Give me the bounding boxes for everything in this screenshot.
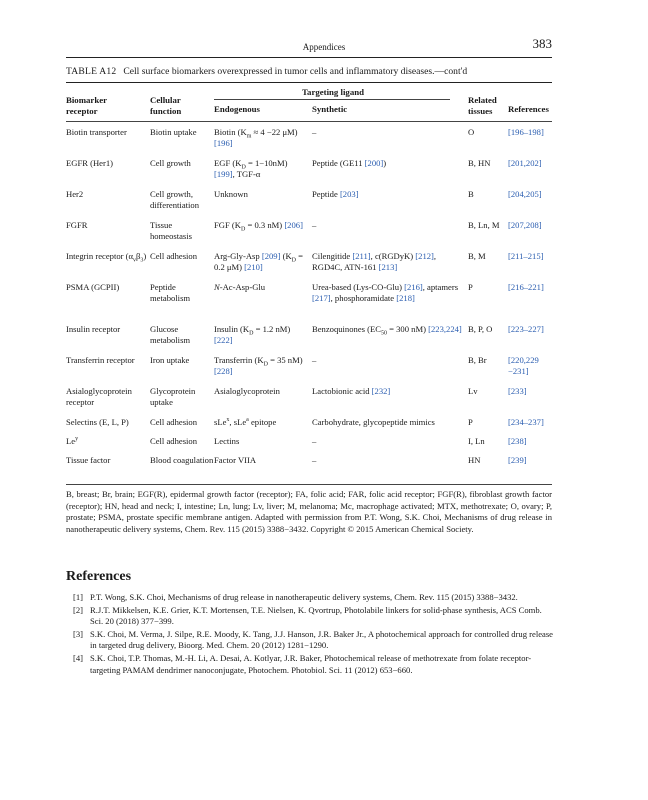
- cell-endogenous: FGF ($K_D = 0.3$ nM) [206]: [214, 220, 303, 233]
- reference-text: R.J.T. Mikkelsen, K.E. Grier, K.T. Mortensen, T.E. Nielsen, K. Qvortrup, Photolabile linkers for solid-phase synthesis, ACS Comb. Sci. 20 (2018) 377−399.: [90, 604, 542, 627]
- col-related-l2: tissues: [468, 106, 493, 116]
- table-row: [66, 355, 552, 386]
- col-cellular-l2: function: [150, 106, 182, 116]
- cell-function: Glycoprotein uptake: [150, 386, 196, 408]
- col-cellular-l1: Cellular: [150, 95, 181, 105]
- cell-synthetic: Peptide [203]: [312, 189, 359, 199]
- cell-references: [216–221]: [508, 282, 544, 292]
- cell-endogenous: Factor VIIA: [214, 455, 257, 465]
- table-body: [66, 122, 552, 484]
- cell-endogenous: Unknown: [214, 189, 248, 199]
- cell-endogenous: Biotin ($K_m \approx 4 -22$ μM) [196]: [214, 127, 298, 149]
- table-row: [66, 455, 552, 484]
- cell-synthetic: Lactobionic acid [232]: [312, 386, 391, 396]
- col-biomarker-l1: Biomarker: [66, 95, 108, 105]
- cell-synthetic: Benzoquinones ($EC_{50} = 300$ nM) [223,224]: [312, 324, 462, 337]
- cell-synthetic: Cilengitide [211], c(RGDyK) [212], RGD4C, ATN-161 [213]: [312, 251, 437, 273]
- page-number: 383: [532, 36, 552, 51]
- cell-receptor: Tissue factor: [66, 455, 111, 465]
- cell-synthetic: –: [312, 436, 317, 446]
- cell-receptor: Transferrin receptor: [66, 355, 135, 365]
- col-biomarker: [66, 95, 107, 117]
- cell-receptor: Insulin receptor: [66, 324, 121, 334]
- cell-receptor: Selectins (E, L, P): [66, 417, 129, 427]
- reference-number: [1]: [73, 592, 84, 602]
- cell-function: Cell adhesion: [150, 436, 198, 446]
- cell-tissues: P: [468, 417, 473, 427]
- cell-endogenous: Insulin ($K_D = 1.2$ nM) [222]: [214, 324, 291, 346]
- col-synthetic: Synthetic: [312, 104, 348, 114]
- table-row: [66, 436, 552, 455]
- col-targeting: Targeting ligand: [302, 87, 364, 97]
- table-row: [66, 417, 552, 436]
- col-biomarker-l2: receptor: [66, 106, 98, 116]
- table-row: [66, 158, 552, 189]
- references-list: [66, 592, 556, 677]
- reference-item: [66, 592, 556, 604]
- cell-receptor: EGFR (Her1): [66, 158, 114, 168]
- table-row: [66, 220, 552, 251]
- col-endogenous: Endogenous: [214, 104, 260, 114]
- cell-function: Cell adhesion: [150, 417, 198, 427]
- cell-receptor: PSMA (GCPII): [66, 282, 120, 292]
- cell-function: Tissue homeostasis: [150, 220, 193, 242]
- table-label: TABLE A12: [66, 66, 117, 77]
- table-bottom-rule: [66, 484, 552, 485]
- cell-references: [196–198]: [508, 127, 544, 137]
- reference-item: [66, 605, 556, 628]
- references-title: References: [66, 569, 132, 584]
- header-rule: [66, 57, 552, 58]
- cell-references: [220,229 −231]: [508, 355, 539, 377]
- cell-synthetic: Peptide (GE11 [200]): [312, 158, 387, 168]
- cell-receptor: Her2: [66, 189, 84, 199]
- cell-tissues: B: [468, 189, 474, 199]
- cell-references: [234–237]: [508, 417, 544, 427]
- cell-tissues: O: [468, 127, 475, 137]
- table-row: [66, 189, 552, 220]
- cell-tissues: HN: [468, 455, 481, 465]
- cell-function: Cell growth: [150, 158, 191, 168]
- reference-text: P.T. Wong, S.K. Choi, Mechanisms of drug release in nanotherapeutic delivery systems, Chem. Rev. 115 (2015) 3388−3432.: [90, 592, 518, 602]
- cell-receptor: Biotin transporter: [66, 127, 127, 137]
- cell-function: Iron uptake: [150, 355, 190, 365]
- cell-tissues: B, Ln, M: [468, 220, 500, 230]
- table-row: [66, 386, 552, 417]
- cell-tissues: B, P, O: [468, 324, 493, 334]
- table-row: [66, 251, 552, 282]
- cell-tissues: I, Ln: [468, 436, 485, 446]
- biomarker-table: [66, 82, 552, 485]
- cell-endogenous: EGF $(K_D = 1-10nM)$ [199], TGF-α: [214, 158, 288, 180]
- cell-synthetic: Urea-based (Lys-CO-Glu) [216], aptamers [217], phosphoramidate [218]: [312, 282, 459, 304]
- cell-references: [207,208]: [508, 220, 542, 230]
- cell-endogenous: Transferrin ($K_D = 35$ nM) [228]: [214, 355, 303, 377]
- col-references: References: [508, 104, 549, 114]
- cell-references: [201,202]: [508, 158, 542, 168]
- cell-endogenous: Arg-Gly-Asp [209] ($K_D = 0.2$ μM) [210]: [214, 251, 304, 273]
- table-row: [66, 127, 552, 158]
- cell-references: [211–215]: [508, 251, 544, 261]
- cell-function: Peptide metabolism: [150, 282, 191, 304]
- col-cellular: [150, 95, 181, 117]
- cell-receptor: Le$^y$: [66, 436, 79, 446]
- cell-tissues: Lv: [468, 386, 478, 396]
- table-caption: [66, 66, 552, 77]
- reference-number: [3]: [73, 628, 84, 639]
- cell-endogenous: N-Ac-Asp-Glu: [214, 282, 266, 292]
- cell-tissues: B, M: [468, 251, 486, 261]
- table-row: [66, 282, 552, 324]
- cell-tissues: P: [468, 282, 473, 292]
- cell-synthetic: Carbohydrate, glycopeptide mimics: [312, 417, 435, 427]
- cell-tissues: B, Br: [468, 355, 487, 365]
- cell-endogenous: Lectins: [214, 436, 240, 446]
- cell-function: Glucose metabolism: [150, 324, 191, 346]
- cell-synthetic: –: [312, 127, 317, 137]
- cell-tissues: B, HN: [468, 158, 491, 168]
- cell-synthetic: –: [312, 455, 317, 465]
- cell-endogenous: Asialoglycoprotein: [214, 386, 280, 396]
- cell-synthetic: –: [312, 355, 317, 365]
- cell-receptor: Integrin receptor $(\alpha_v\beta_3)$: [66, 251, 147, 264]
- cell-synthetic: –: [312, 220, 317, 230]
- running-header: Appendices: [302, 42, 346, 52]
- col-related: [468, 95, 497, 117]
- cell-receptor: FGFR: [66, 220, 88, 230]
- cell-function: Cell adhesion: [150, 251, 198, 261]
- reference-text: S.K. Choi, M. Verma, J. Silpe, R.E. Moody, K. Tang, J.J. Hanson, J.R. Baker Jr., A photochemical approach for controlled drug release in targeted drug delivery, Bioorg. Med. Chem. 20 (2012) 1281−1290.: [90, 628, 553, 651]
- table-footnote: B, breast; Br, brain; EGF(R), epidermal growth factor (receptor); FA, folic acid; FAR, folic acid receptor; FGF(R), fibroblast growth factor (receptor); HN, head and neck; I, intestine; Ln, lung; Lv, liver; M, melanoma; Mc, macrophage activated; MTX, methotrexate; O, ovary; P, prostate; PSMA, prostate specific membrane antigen. Adapted with permission from P.T. Wong, S.K. Choi, Mechanisms of drug release in nanotherapeutic delivery systems, Chem. Rev. 115 (2015) 3388−3432. Copyright © 2015 American Chemical Society.: [66, 489, 552, 534]
- cell-receptor: Asialoglycoprotein receptor: [66, 386, 132, 408]
- cell-references: [233]: [508, 386, 527, 396]
- reference-number: [4]: [73, 652, 84, 663]
- cell-function: Blood coagulation: [150, 455, 214, 465]
- table-caption-text: Cell surface biomarkers overexpressed in tumor cells and inflammatory diseases.—cont'd: [123, 66, 468, 77]
- cell-function: Biotin uptake: [150, 127, 197, 137]
- cell-references: [204,205]: [508, 189, 542, 199]
- reference-text: S.K. Choi, T.P. Thomas, M.-H. Li, A. Desai, A. Kotlyar, J.R. Baker, Photochemical release of methotrexate from folate receptor-targeting PAMAM dendrimer nanoconjugate, Photochem. Photobiol. Sci. 11 (2012) 653−660.: [90, 652, 532, 675]
- reference-item: [66, 653, 556, 676]
- table-header: [66, 83, 552, 121]
- reference-item: [66, 629, 556, 652]
- cell-endogenous: sLe$^x$, sLe$^a$ epitope: [214, 417, 277, 427]
- cell-references: [238]: [508, 436, 527, 446]
- cell-function: Cell growth, differentiation: [150, 189, 199, 211]
- targeting-rule: [214, 99, 450, 100]
- col-related-l1: Related: [468, 95, 497, 105]
- table-row: [66, 324, 552, 355]
- reference-number: [2]: [73, 604, 84, 615]
- cell-references: [223–227]: [508, 324, 544, 334]
- cell-references: [239]: [508, 455, 527, 465]
